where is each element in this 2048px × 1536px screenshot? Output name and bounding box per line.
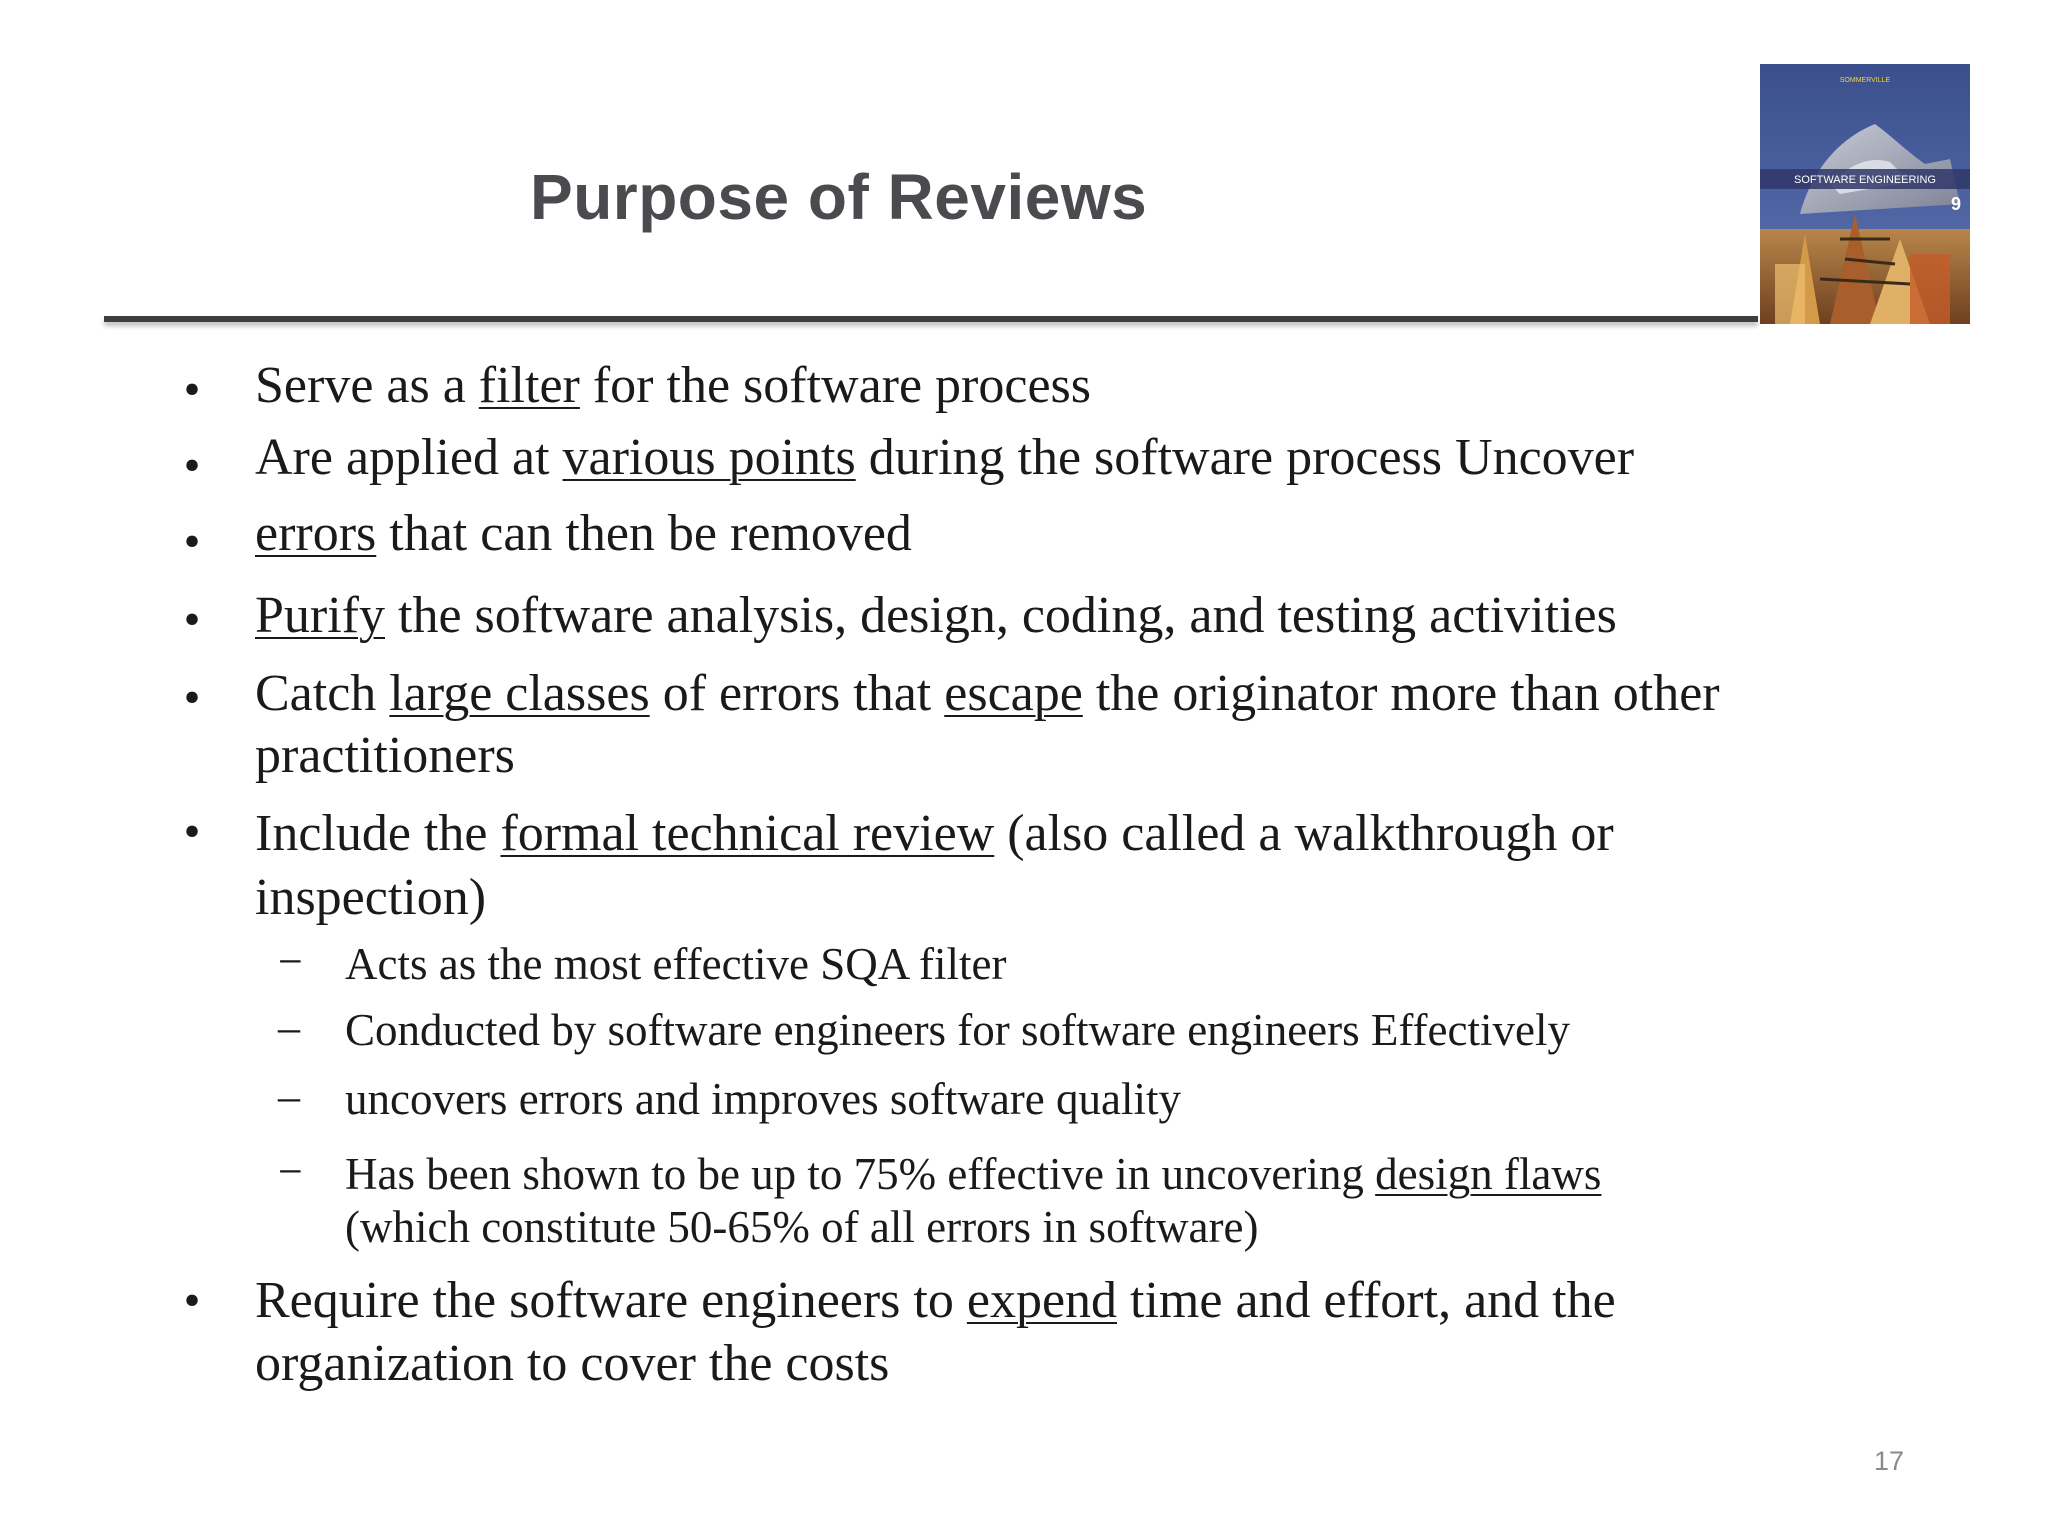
bullet-marker: • — [183, 515, 201, 568]
text-segment: organization to cover the costs — [255, 1335, 890, 1392]
bullet-line — [255, 429, 1635, 486]
book-cover-art — [1760, 64, 1970, 324]
bullet-line — [255, 805, 1614, 862]
text-segment: uncovers errors and improves software quality — [345, 1074, 1181, 1124]
sub-bullet-line — [345, 1005, 1570, 1055]
text-segment: Conducted by software engineers for software engineers Effectively — [345, 1005, 1570, 1055]
bullet-marker: • — [183, 1274, 201, 1327]
sub-bullet-line — [345, 1202, 1259, 1252]
text-segment: the software analysis, design, coding, and testing activities — [385, 587, 1617, 644]
text-segment: Serve as a — [255, 357, 479, 414]
text-segment: practitioners — [255, 727, 515, 784]
bullet-line — [255, 1272, 1616, 1329]
bullet-line — [255, 505, 912, 562]
text-segment: Include the — [255, 805, 501, 862]
bullet-line — [255, 1335, 890, 1392]
text-segment: of errors that — [649, 665, 945, 722]
text-segment: time and effort, and the — [1117, 1272, 1616, 1329]
text-segment: during the software process Uncover — [855, 429, 1635, 486]
bullet-marker: • — [183, 363, 201, 416]
sub-bullet-line — [345, 1074, 1181, 1124]
underlined-term: errors — [255, 505, 377, 562]
cover-edition-text: 9 — [1950, 194, 1962, 214]
underlined-term: design flaws — [1375, 1149, 1602, 1199]
text-segment: that can then be removed — [376, 505, 912, 562]
underlined-term: expend — [966, 1272, 1118, 1329]
text-segment: Has been shown to be up to 75% effective in uncovering — [345, 1149, 1376, 1199]
bullet-marker: • — [183, 593, 201, 646]
cover-band-text: SOFTWARE ENGINEERING — [1794, 174, 1936, 186]
underlined-term: various points — [562, 429, 856, 486]
text-segment: (which constitute 50-65% of all errors in software) — [345, 1202, 1259, 1252]
bullet-marker: • — [183, 671, 201, 724]
underlined-term: Purify — [255, 587, 385, 644]
bullet-marker: • — [183, 805, 201, 858]
bullet-line — [255, 587, 1617, 644]
underlined-term: large classes — [389, 665, 650, 722]
bullet-line — [255, 869, 487, 926]
text-segment: Catch — [255, 665, 390, 722]
text-segment: Are applied at — [255, 429, 563, 486]
sub-bullet-line — [345, 939, 1007, 989]
underlined-term: escape — [944, 665, 1083, 722]
bullet-line — [255, 665, 1720, 722]
page-number: 17 — [1874, 1446, 1905, 1476]
underlined-term: filter — [478, 357, 580, 414]
text-segment: the originator more than other — [1082, 665, 1720, 722]
sub-bullet-marker: – — [278, 1072, 300, 1121]
bullet-line — [255, 727, 515, 784]
text-segment: for the software process — [579, 357, 1091, 414]
title-divider — [104, 316, 1758, 322]
sub-bullet-marker: − — [278, 937, 303, 986]
book-cover-icon — [1760, 64, 1970, 324]
sub-bullet-marker: – — [278, 1003, 300, 1052]
underlined-term: formal technical review — [500, 805, 995, 862]
bullet-marker: • — [183, 439, 201, 492]
text-segment: inspection) — [255, 869, 487, 926]
slide-title: Purpose of Reviews — [530, 161, 1148, 233]
text-segment: Acts as the most effective SQA filter — [345, 939, 1007, 989]
text-segment: (also called a walkthrough or — [994, 805, 1614, 862]
cover-author-text: SOMMERVILLE — [1839, 77, 1891, 84]
sub-bullet-marker: − — [278, 1147, 303, 1196]
bullet-line — [255, 357, 1091, 414]
sub-bullet-line — [345, 1149, 1602, 1199]
text-segment: Require the software engineers to — [255, 1272, 967, 1329]
